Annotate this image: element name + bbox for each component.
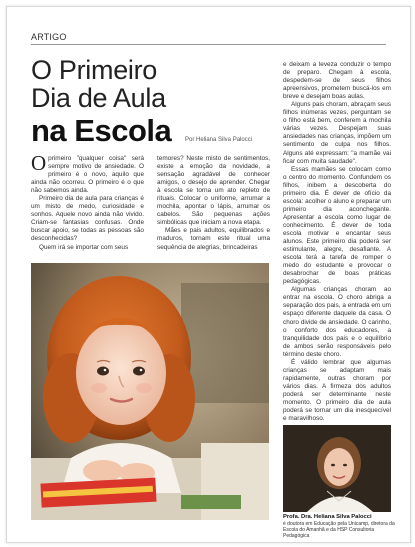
paragraph: Algumas crianças choram ao entrar na escola. O choro abriga a separação dos pais, a entrada em um espaço diferente daquele da casa. O choro divide de ansiedade. O carinho, o conforto dos educadores, a tranquilidade dos pais e o equilíbrio de ambos serão responsáveis pelo término deste choro. [283,286,391,358]
article-column-1 [31,151,144,252]
paragraph: e deixam a leveza conduzir o tempo de preparo. Chegam à escola, despedem-se de seus filhos apreensivos, prometem buscá-los em breve e desejam boas aulas. [283,61,391,101]
author-portrait [283,425,391,512]
headline-line-3: na Escola [31,113,172,148]
author-bio: é doutora em Educação pela Unicamp, diretora da Escola do Amanhã e da HSP Consultoria Pedagógica [283,521,395,539]
author-name: Profa. Dra. Heliana Silva Palocci [283,514,372,520]
article-column-2 [157,155,270,252]
magazine-page [6,6,411,543]
paragraph: Alguns pais choram, abraçam seus filhos inúmeras vezes, perguntam se o filho está bem, conferem a mochila várias vezes. Despejam suas ansiedades nas crianças, impõem um sentimento de culpa nos filhos. Alguns até expressam: "a mamãe vai ficar com muita saudade". [283,101,391,165]
paragraph: Mães e pais adultos, equilibrados e maduros, tornam este ritual uma sequência de alegrias, brincadeiras [157,227,270,251]
child-illustration [31,263,269,520]
section-label: ARTIGO [31,32,67,42]
drop-cap: O [31,151,47,175]
paragraph: É válido lembrar que algumas crianças se adaptam mais rapidamente, outras choram por vários dias. A firmeza dos adultos poderá ser determinante neste momento. O primeiro dia de aula poderá se tornar um dia inesquecível e maravilhoso. [283,358,391,423]
section-divider [31,44,386,45]
paragraph: Essas mamães se colocam como o centro do momento. Confundem os filhos, inibem a descoberta do primeiro dia. É dever de ofício da escola: acolher o aluno e preparar um primeiro dia aconchegante. Apresentar a escola como lugar de conhecimento. É dever de toda escola motivar e encantar seus alunos. Este primeiro dia poderá ser estimulante, alegre, desafiante. A escola terá a tarefa de romper o medo do estudante e provocar o desabrochar de boas práticas pedagógicas. [283,165,391,286]
headline-line-1: O Primeiro [31,55,158,85]
headline-line-2: Dia de Aula [31,83,166,113]
author-caption [283,514,395,539]
author-illustration [283,425,391,512]
article-column-3 [283,61,391,423]
author-byline: Por Heliana Silva Palocci [185,137,253,143]
child-photo [31,263,269,520]
paragraph: Quem irá se importar com seus [39,243,129,251]
paragraph-text: primeiro "qualquer coisa" será sempre motivo de ansiedade. O primeiro é o novo, aquilo que ainda não ocorreu. O primeiro é o que não sabemos ainda. [31,155,144,195]
paragraph: temores? Neste misto de sentimentos, existe a emoção da novidade, a sensação agradável de conhecer amigos, o desejo de aprender. Chegar à escola se torna um ato repleto de rituais. Colocar o uniforme, arrumar a mochila, apontar o lápis, arrumar os cabelos. São pequenas ações simbólicas que iniciam a nova etapa. [157,155,270,227]
paragraph: Primeiro dia de aula para crianças é um misto de medo, curiosidade e sonhos. Aquele novo ainda não vivido. Criam-se fantasias confusas. Onde buscar apoio, se todas as pessoas são desconhecidas? [31,195,144,243]
paragraph [31,151,144,195]
